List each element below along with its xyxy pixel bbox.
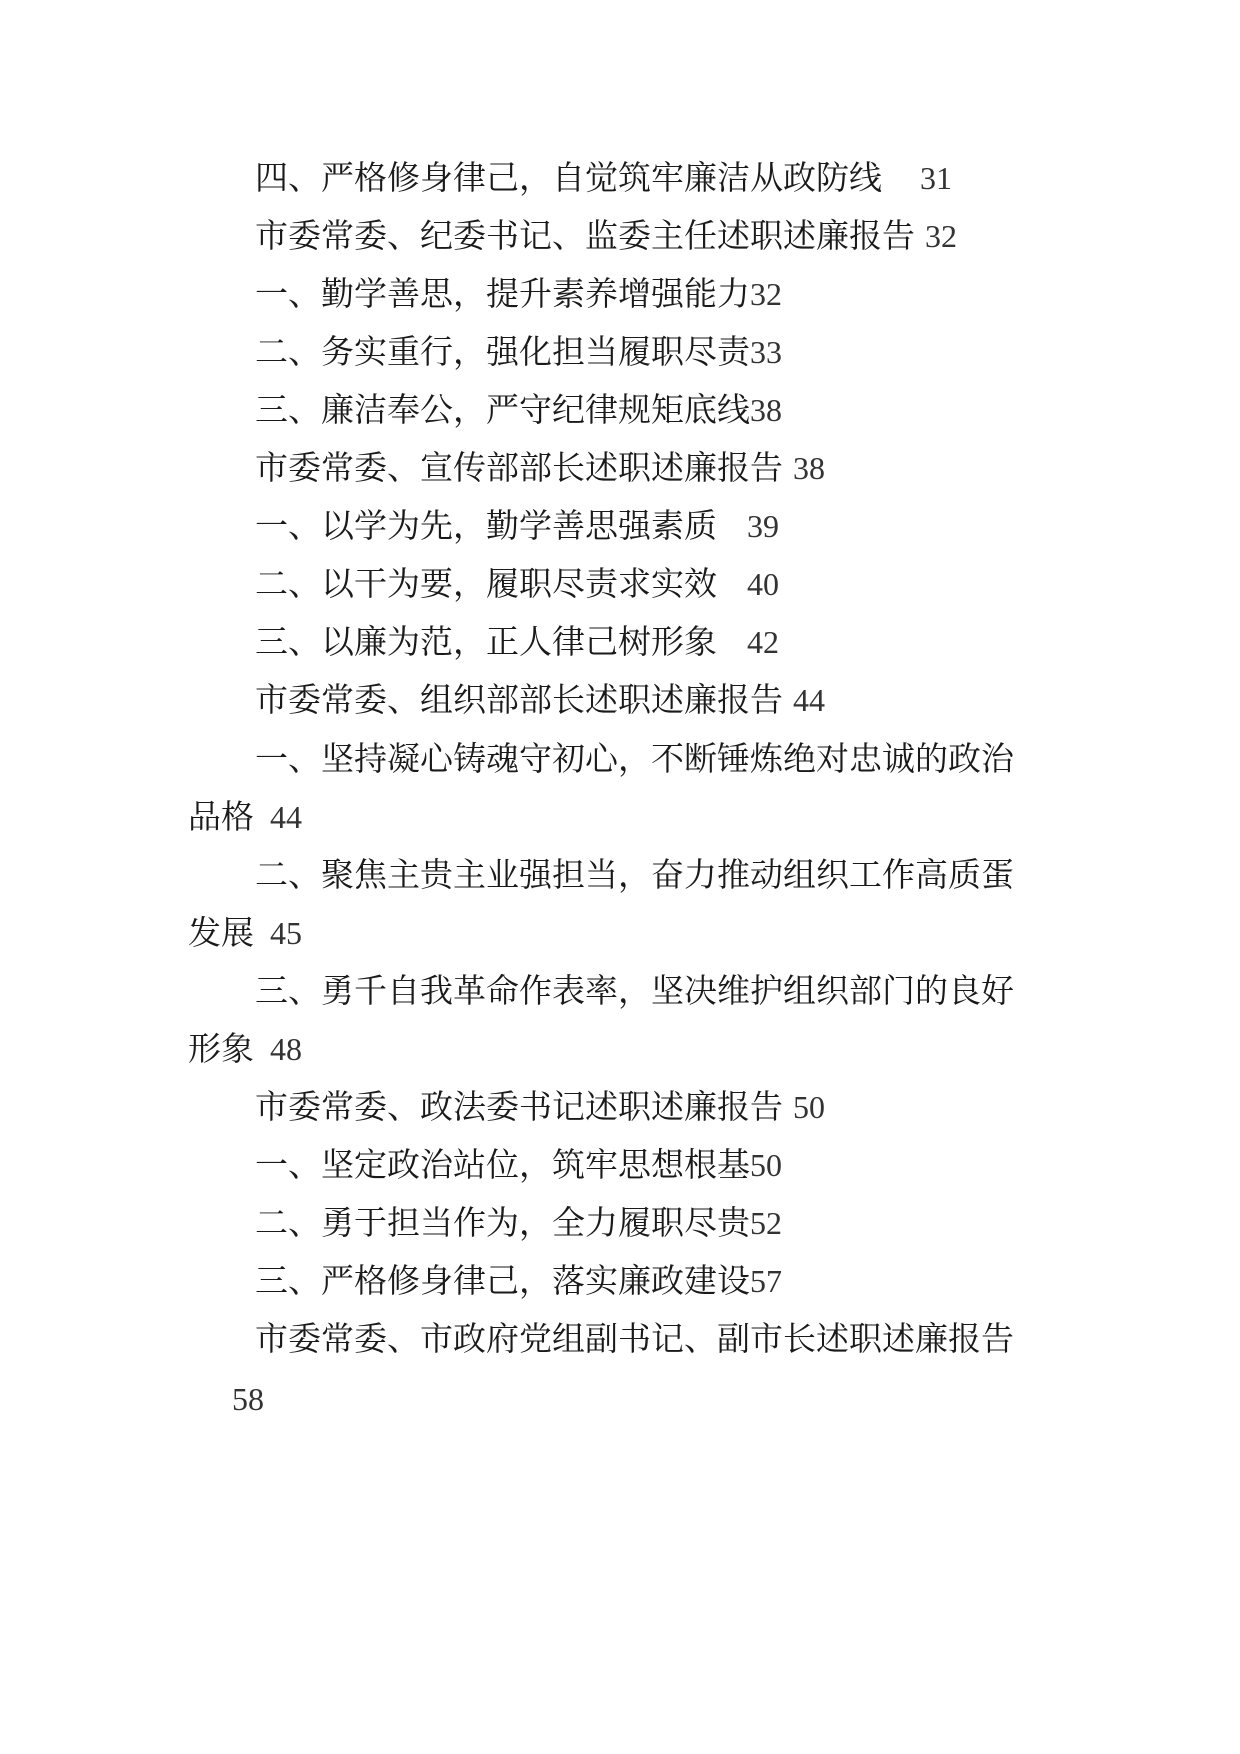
toc-entry-text: 二、以干为要，履职尽责求实效	[255, 564, 717, 603]
toc-page-number: 31	[920, 160, 952, 196]
toc-entry-continuation	[188, 913, 302, 952]
toc-entry-text: 一、以学为先，勤学善思强素质	[255, 506, 717, 545]
toc-entry	[255, 274, 782, 313]
toc-entry	[255, 855, 1014, 894]
toc-page-number: 44	[270, 799, 302, 835]
toc-entry-text: 形象	[188, 1029, 254, 1068]
toc-entry	[255, 448, 825, 487]
toc-page-number: 40	[747, 566, 779, 602]
toc-entry-text: 市委常委、纪委书记、监委主任述职述廉报告	[255, 216, 915, 255]
toc-entry	[255, 1261, 782, 1300]
toc-page-number: 32	[925, 218, 957, 254]
toc-entry-continuation	[188, 1029, 302, 1068]
toc-entry	[255, 1087, 825, 1126]
toc-page-number: 57	[750, 1263, 782, 1299]
toc-page-number: 58	[232, 1381, 264, 1417]
toc-entry	[255, 506, 779, 545]
toc-entry-text: 市委常委、政法委书记述职述廉报告	[255, 1087, 783, 1126]
toc-entry-text: 二、务实重行，强化担当履职尽责	[255, 332, 750, 371]
toc-entry-text: 一、坚持凝心铸魂守初心，不断锤炼绝对忠诚的政治	[255, 739, 1014, 778]
toc-entry-text: 市委常委、组织部部长述职述廉报告	[255, 680, 783, 719]
toc-page-number: 52	[750, 1205, 782, 1241]
toc-page-number: 32	[750, 276, 782, 312]
toc-entry-text: 三、勇千自我革命作表率，坚决维护组织部门的良好	[255, 971, 1014, 1010]
toc-entry	[255, 216, 957, 255]
toc-entry	[255, 332, 782, 371]
toc-entry	[255, 622, 779, 661]
toc-entry-text: 市委常委、宣传部部长述职述廉报告	[255, 448, 783, 487]
toc-page-number: 38	[750, 392, 782, 428]
toc-entry-text: 发展	[188, 913, 254, 952]
toc-entry	[255, 1203, 782, 1242]
toc-entry-text: 三、廉洁奉公，严守纪律规矩底线	[255, 390, 750, 429]
toc-page-number: 50	[793, 1089, 825, 1125]
toc-entry-text: 二、聚焦主贵主业强担当，奋力推动组织工作高质蛋	[255, 855, 1014, 894]
toc-page-number: 50	[750, 1147, 782, 1183]
toc-entry	[255, 390, 782, 429]
toc-entry-text: 一、坚定政治站位，筑牢思想根基	[255, 1145, 750, 1184]
toc-page-number: 33	[750, 334, 782, 370]
toc-page-number: 45	[270, 915, 302, 951]
toc-page-number: 42	[747, 624, 779, 660]
toc-entry	[255, 1145, 782, 1184]
toc-entry-text: 市委常委、市政府党组副书记、副市长述职述廉报告	[255, 1319, 1014, 1358]
toc-page-number: 48	[270, 1031, 302, 1067]
toc-page-number: 38	[793, 450, 825, 486]
toc-entry-text: 品格	[188, 797, 254, 836]
toc-entry-text: 一、勤学善思，提升素养增强能力	[255, 274, 750, 313]
toc-entry-text: 三、严格修身律己，落实廉政建设	[255, 1261, 750, 1300]
toc-page-number: 44	[793, 682, 825, 718]
toc-entry-continuation	[188, 797, 302, 836]
toc-entry-continuation	[232, 1382, 264, 1415]
toc-entry-text: 四、严格修身律己，自觉筑牢廉洁从政防线	[255, 158, 882, 197]
toc-entry-text: 二、勇于担当作为，全力履职尽贵	[255, 1203, 750, 1242]
toc-entry	[255, 739, 1014, 778]
toc-entry	[255, 1319, 1014, 1358]
toc-page-number: 39	[747, 508, 779, 544]
toc-entry	[255, 680, 825, 719]
toc-entry-text: 三、以廉为范，正人律己树形象	[255, 622, 717, 661]
toc-entry	[255, 564, 779, 603]
toc-entry	[255, 971, 1014, 1010]
toc-entry	[255, 158, 952, 197]
